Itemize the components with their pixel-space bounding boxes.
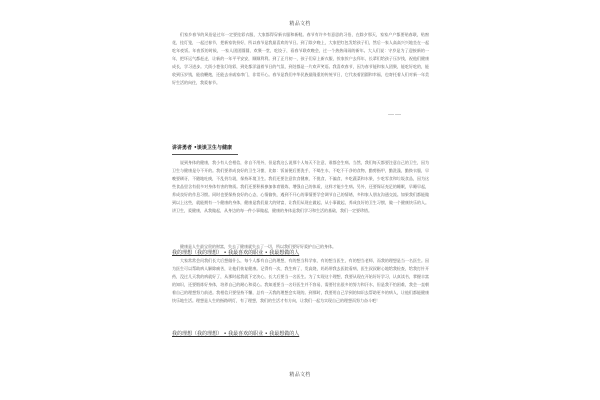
ellipsis-mark: …… — [388, 110, 402, 117]
page-footer: 精品文档 — [289, 372, 311, 378]
paragraph: 们家乡春节的风俗是过年一定要挂彩衣服，大家都得穿新衣服和新鞋。春节有许多有意思的习俗，在除夕那天，家家户户都要贴春联，贴窗花，挂灯笼，一起过春节，把新家装扮好，所以春节是我最喜欢的节日。到了除夕晚上，大家把红包发给孩子们，然后一家人高高兴兴地坐在一起吃年夜饭。年夜饭的时候，一家人团团圆圆，欢聚一堂，吃饺子，看春节联欢晚会，过一个热热闹闹的新年。大人们说：守岁是为了迎接新的一年，把坏运气都赶走，让新的一年平平安安，顺顺利利。到了正月初一，孩子们穿上新衣服，挨家挨户去拜年，长辈们给孩子压岁钱，祝他们健康成长，学习进步。大街小巷张灯结彩，到处都洋溢着节日的气氛，到处都是一片欢声笑语。我喜欢春节，因为春节能和家人团聚，能吃好吃的，能收到压岁钱，能放鞭炮，还能去亲戚家串门，非常开心。春节是我们中华民族最隆重的传统节日，它代表着团圆和幸福，也寄托着人们对新一年美好生活的向往，我爱春节。 — [172, 32, 429, 85]
page-header: 精品文档 — [289, 21, 311, 27]
section3-body — [172, 257, 429, 327]
heading-underline — [172, 154, 238, 155]
section1-body — [172, 31, 429, 113]
section2-heading: 讲讲勇者 •谈谈卫生与健康 — [172, 145, 232, 151]
paragraph: 健康是人生最宝贵的财富，失去了健康就失去了一切，所以我们要好好爱护自己的身体。 — [180, 244, 336, 249]
section3-heading: 我的理想（我的理想） • 我最喜欢的职业 • 我最想做的人 — [172, 250, 300, 256]
section4-heading: 我的理想（我的理想） • 我最喜欢的职业 • 我最想做的人 — [172, 331, 300, 337]
section2-body — [172, 159, 429, 243]
paragraph: 大家常常会问我们长大后想做什么，每个人都有自己的理想，有的想当科学家，有的想当医生，有的想当老师，而我的理想是当一名医生。因为医生可以帮助病人解除痛苦，让他们恢复健康。记得有一次，我生病了，发高烧，妈妈带我去医院看病，医生叔叔耐心地给我检查，给我打针开药，没过几天我的病就好了，从那时起我就下定决心，长大后要当一名医生。为了实现这个理想，我要从现在开始好好学习，认真读书，掌握丰富的知识，还要锻炼好身体，培养自己的耐心和爱心。我知道要当一名好医生并不容易，需要付出很多的努力和汗水，但是我不怕困难，我会一直朝着自己的理想努力前进。我相信只要坚持不懈，总有一天我的理想会实现的。到那时，我要用自己学到的知识去帮助更多的病人，让他们都能健康快乐地生活。理想是人生的指路明灯，有了理想，我们的生活才有方向，让我们一起为实现自己的理想而努力奋斗吧！ — [172, 258, 429, 303]
paragraph: 说到身体的健康，我小有人会相信，你自不用外，但是我这么说那个人每天不注意，谁都会生病。当然，我们每天都要注意自己的卫生，因为卫生与健康是分不开的。我们要养成良好的卫生习惯，比如：饭前便后要洗手，不喝生水，不吃不干净的食物，勤剪指甲，勤洗澡，勤换衣服，早晚要刷牙，不随地吐痰，不乱扔垃圾，保持环境卫生。我们还要注意饮食健康，不挑食，不偏食，多吃蔬菜和水果，少吃零食和垃圾食品，因为这些食品里含有很多对身体有害的物质。我们还要积极参加体育锻炼，增强自己的体质，这样才能少生病。另外，还要保证充足的睡眠，早睡早起，养成良好的作息习惯。同时也要保持良好的心态，心情愉快，遇到不开心的事情要学会调节自己的情绪，多和家人朋友沟通交流。如果我们都能做到以上这些，就能拥有一个健康的身体，健康是我们最大的财富，让我们从现在做起，从小事做起，养成良好的卫生习惯，做一个健康快乐的人。讲卫生，爱健康，从我做起，从身边的每一件小事做起，健康的身体是我们学习和生活的基础，我们一定要珍惜。 — [172, 160, 429, 213]
